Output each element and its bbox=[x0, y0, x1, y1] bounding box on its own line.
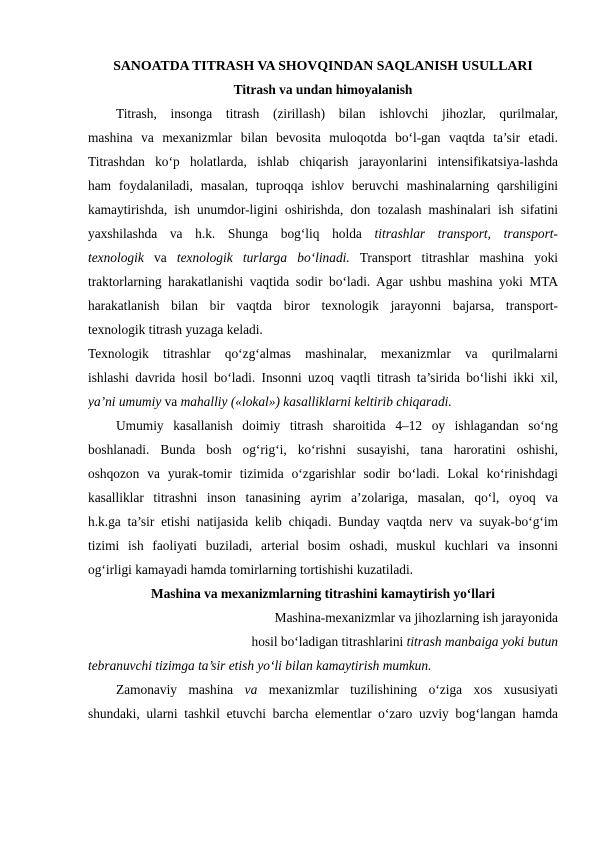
paragraph-line: ishlashi davrida hosil bo‘ladi. Insonni uzoq vaqtli titrash ta’sirida bo‘lishi ikki xil, bbox=[88, 370, 558, 385]
paragraph-line bbox=[88, 390, 558, 414]
text-run: hosil bo‘ladigan titrashlarini bbox=[251, 634, 407, 649]
italic-text-run: va bbox=[244, 682, 258, 697]
text-run: va bbox=[143, 250, 177, 265]
paragraph-line: Mashina-mexanizmlar va jihozlarning ish jarayonida bbox=[274, 610, 558, 625]
paragraph-line bbox=[88, 678, 558, 702]
paragraph-line: tebranuvchi tizimga ta’sir etish yo‘li bilan kamaytirish mumkun. bbox=[88, 658, 432, 673]
paragraph-line: h.k.ga ta’sir etishi natijasida kelib chiqadi. Bunday vaqtda nerv va suyak-bo‘g‘im bbox=[88, 514, 558, 529]
italic-text-run: mahalliy («lokal») kasalliklarni keltirib chiqaradi. bbox=[180, 394, 452, 409]
paragraph-line bbox=[88, 222, 558, 246]
paragraph-line: traktorlarning harakatlanishi vaqtida sodir bo‘ladi. Agar ushbu mashina yoki MTA bbox=[88, 274, 558, 289]
paragraph-line: og‘irligi kamayadi hamda tomirlarning tortishishi kuzatiladi. bbox=[88, 562, 414, 577]
paragraph-line: kamaytirishda, ish unumdor-ligini oshirishda, don tozalash mashinalari ish sifatini bbox=[88, 202, 558, 217]
paragraph-line: Titrashdan ko‘p holatlarda, ishlab chiqarish jarayonlarini intensifikatsiya-lashda bbox=[88, 154, 558, 169]
paragraph-line bbox=[88, 630, 558, 654]
paragraph-line: Texnologik titrashlar qo‘zg‘almas mashinalar, mexanizmlar va qurilmalarni bbox=[88, 346, 558, 361]
italic-text-run: ya’ni umumiy bbox=[88, 394, 162, 409]
document-title: SANOATDA TITRASH VA SHOVQINDAN SAQLANISH USULLARI bbox=[113, 58, 533, 73]
text-run: Transport titrashlar mashina yoki bbox=[349, 250, 558, 265]
italic-text-run: titrash manbaiga yoki butun bbox=[406, 634, 558, 649]
text-run: mexanizmlar tuzilishining o‘ziga xos xususiyati bbox=[257, 682, 558, 697]
paragraph-line: boshlanadi. Bunda bosh og‘rig‘i, ko‘rishni susayishi, tana haroratini oshishi, bbox=[88, 442, 558, 457]
paragraph-line: tizimi ish faoliyati buziladi, arterial bosim oshadi, muskul kuchlari va insonni bbox=[88, 538, 558, 553]
paragraph-line: ham foydalaniladi, masalan, tuproqqa ishlov beruvchi mashinalarning qarshiligini bbox=[88, 178, 558, 193]
paragraph-line: texnologik titrash yuzaga keladi. bbox=[88, 322, 263, 337]
italic-text-run: texnologik bbox=[88, 250, 144, 265]
paragraph-line: mashina va mexanizmlar bilan bevosita muloqotda bo‘l-gan vaqtda ta’sir etadi. bbox=[88, 130, 558, 145]
paragraph-line: kasalliklar titrashni inson tanasining ayrim a’zolariga, masalan, qo‘l, oyoq va bbox=[88, 490, 558, 505]
italic-text-run: titrashlar transport, transport- bbox=[374, 226, 558, 241]
paragraph-line: oshqozon va yurak-tomir tizimida o‘zgarishlar sodir bo‘ladi. Lokal ko‘rinishdagi bbox=[88, 466, 558, 481]
paragraph-line bbox=[88, 246, 558, 270]
section-subtitle: Titrash va undan himoyalanish bbox=[233, 82, 413, 97]
text-run: va bbox=[161, 394, 181, 409]
text-run: yaxshilashda va h.k. Shunga bog‘liq holda bbox=[88, 226, 375, 241]
italic-text-run: texnologik turlarga bo‘linadi. bbox=[176, 250, 350, 265]
paragraph-line: Umumiy kasallanish doimiy titrash sharoitida 4–12 oy ishlagandan so‘ng bbox=[116, 418, 558, 433]
paragraph-line: harakatlanish bilan bir vaqtda biror texnologik jarayonni bajarsa, transport- bbox=[88, 298, 558, 313]
section-heading: Mashina va mexanizmlarning titrashini kamaytirish yo‘llari bbox=[150, 586, 496, 601]
paragraph-line: shundaki, ularni tashkil etuvchi barcha elementlar o‘zaro uzviy bog‘langan hamda bbox=[88, 706, 558, 721]
text-run: Zamonaviy mashina bbox=[116, 682, 245, 697]
paragraph-line: Titrash, insonga titrash (zirillash) bilan ishlovchi jihozlar, qurilmalar, bbox=[116, 106, 558, 121]
